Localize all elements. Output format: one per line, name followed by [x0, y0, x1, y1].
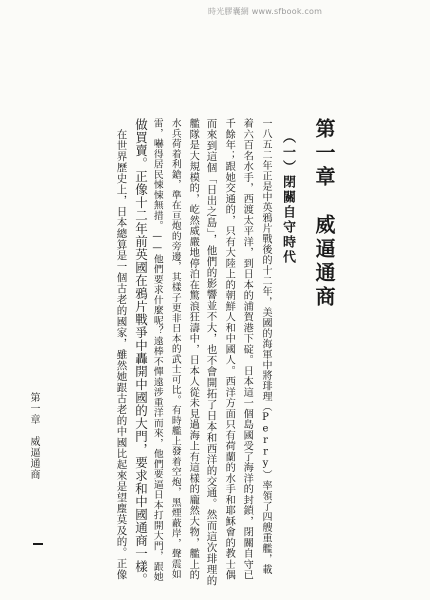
text-column-7: 雷，嚇得居民悚悚無措。——他們要求什麼呢？遠棒不憚遠涉重洋而來，他們要逼日本打開大門，跟她	[151, 118, 163, 582]
text-column-6: 水兵荷着利鎗，準在亘炮的旁邊，其樣子更非日本的武士可比。有時艦上發着空炮，黑煙蔽岸，聲震如	[169, 118, 181, 580]
text-column-4: 而來到這個「日出之島」，他們的影響並不大，也不會開拓了日本和西洋的交通。然而這次琲理的	[205, 118, 218, 586]
chapter-title: 第一章 威逼通商	[312, 118, 336, 310]
running-head: 第一章 威逼通商	[28, 392, 39, 480]
text-column-9: 在世界歷史上，日本總算是一個古老的國家，雖然她跟古老的中國比起來是望塵莫及的。正像	[115, 118, 128, 580]
text-column-8: 做買賣。正像十二年前英國在鴉片戰爭中轟開中國的大門，要求和中國通商一樣。	[133, 118, 149, 586]
page-number	[33, 543, 43, 545]
text-column-1: 一八五二年正是中英鴉片戰後的十二年，美國的海軍中將琲理（Perry）率領了四艘重艦，載	[260, 118, 271, 575]
text-column-3: 千餘年；跟她交通的，只有大陸上的朝鮮人和中國人。西洋方面只有荷蘭的水手和耶穌會的教士偶	[223, 118, 236, 581]
text-column-2: 着六百名水手，西渡太平洋，到日本的浦賀港下碇。日本這一個島國受了海洋的封鎖，閉關自守已	[241, 118, 254, 581]
section-title: （一）閉關自守時代	[280, 130, 295, 265]
text-column-5: 艦隊是大規模的，屹然威嚴地停泊在驚浪狂濤中，日本人從未見過海上有這樣的龐然大物，艦上的	[187, 118, 200, 581]
site-watermark: 時光膠囊網 www.sfbook.com	[208, 7, 323, 16]
